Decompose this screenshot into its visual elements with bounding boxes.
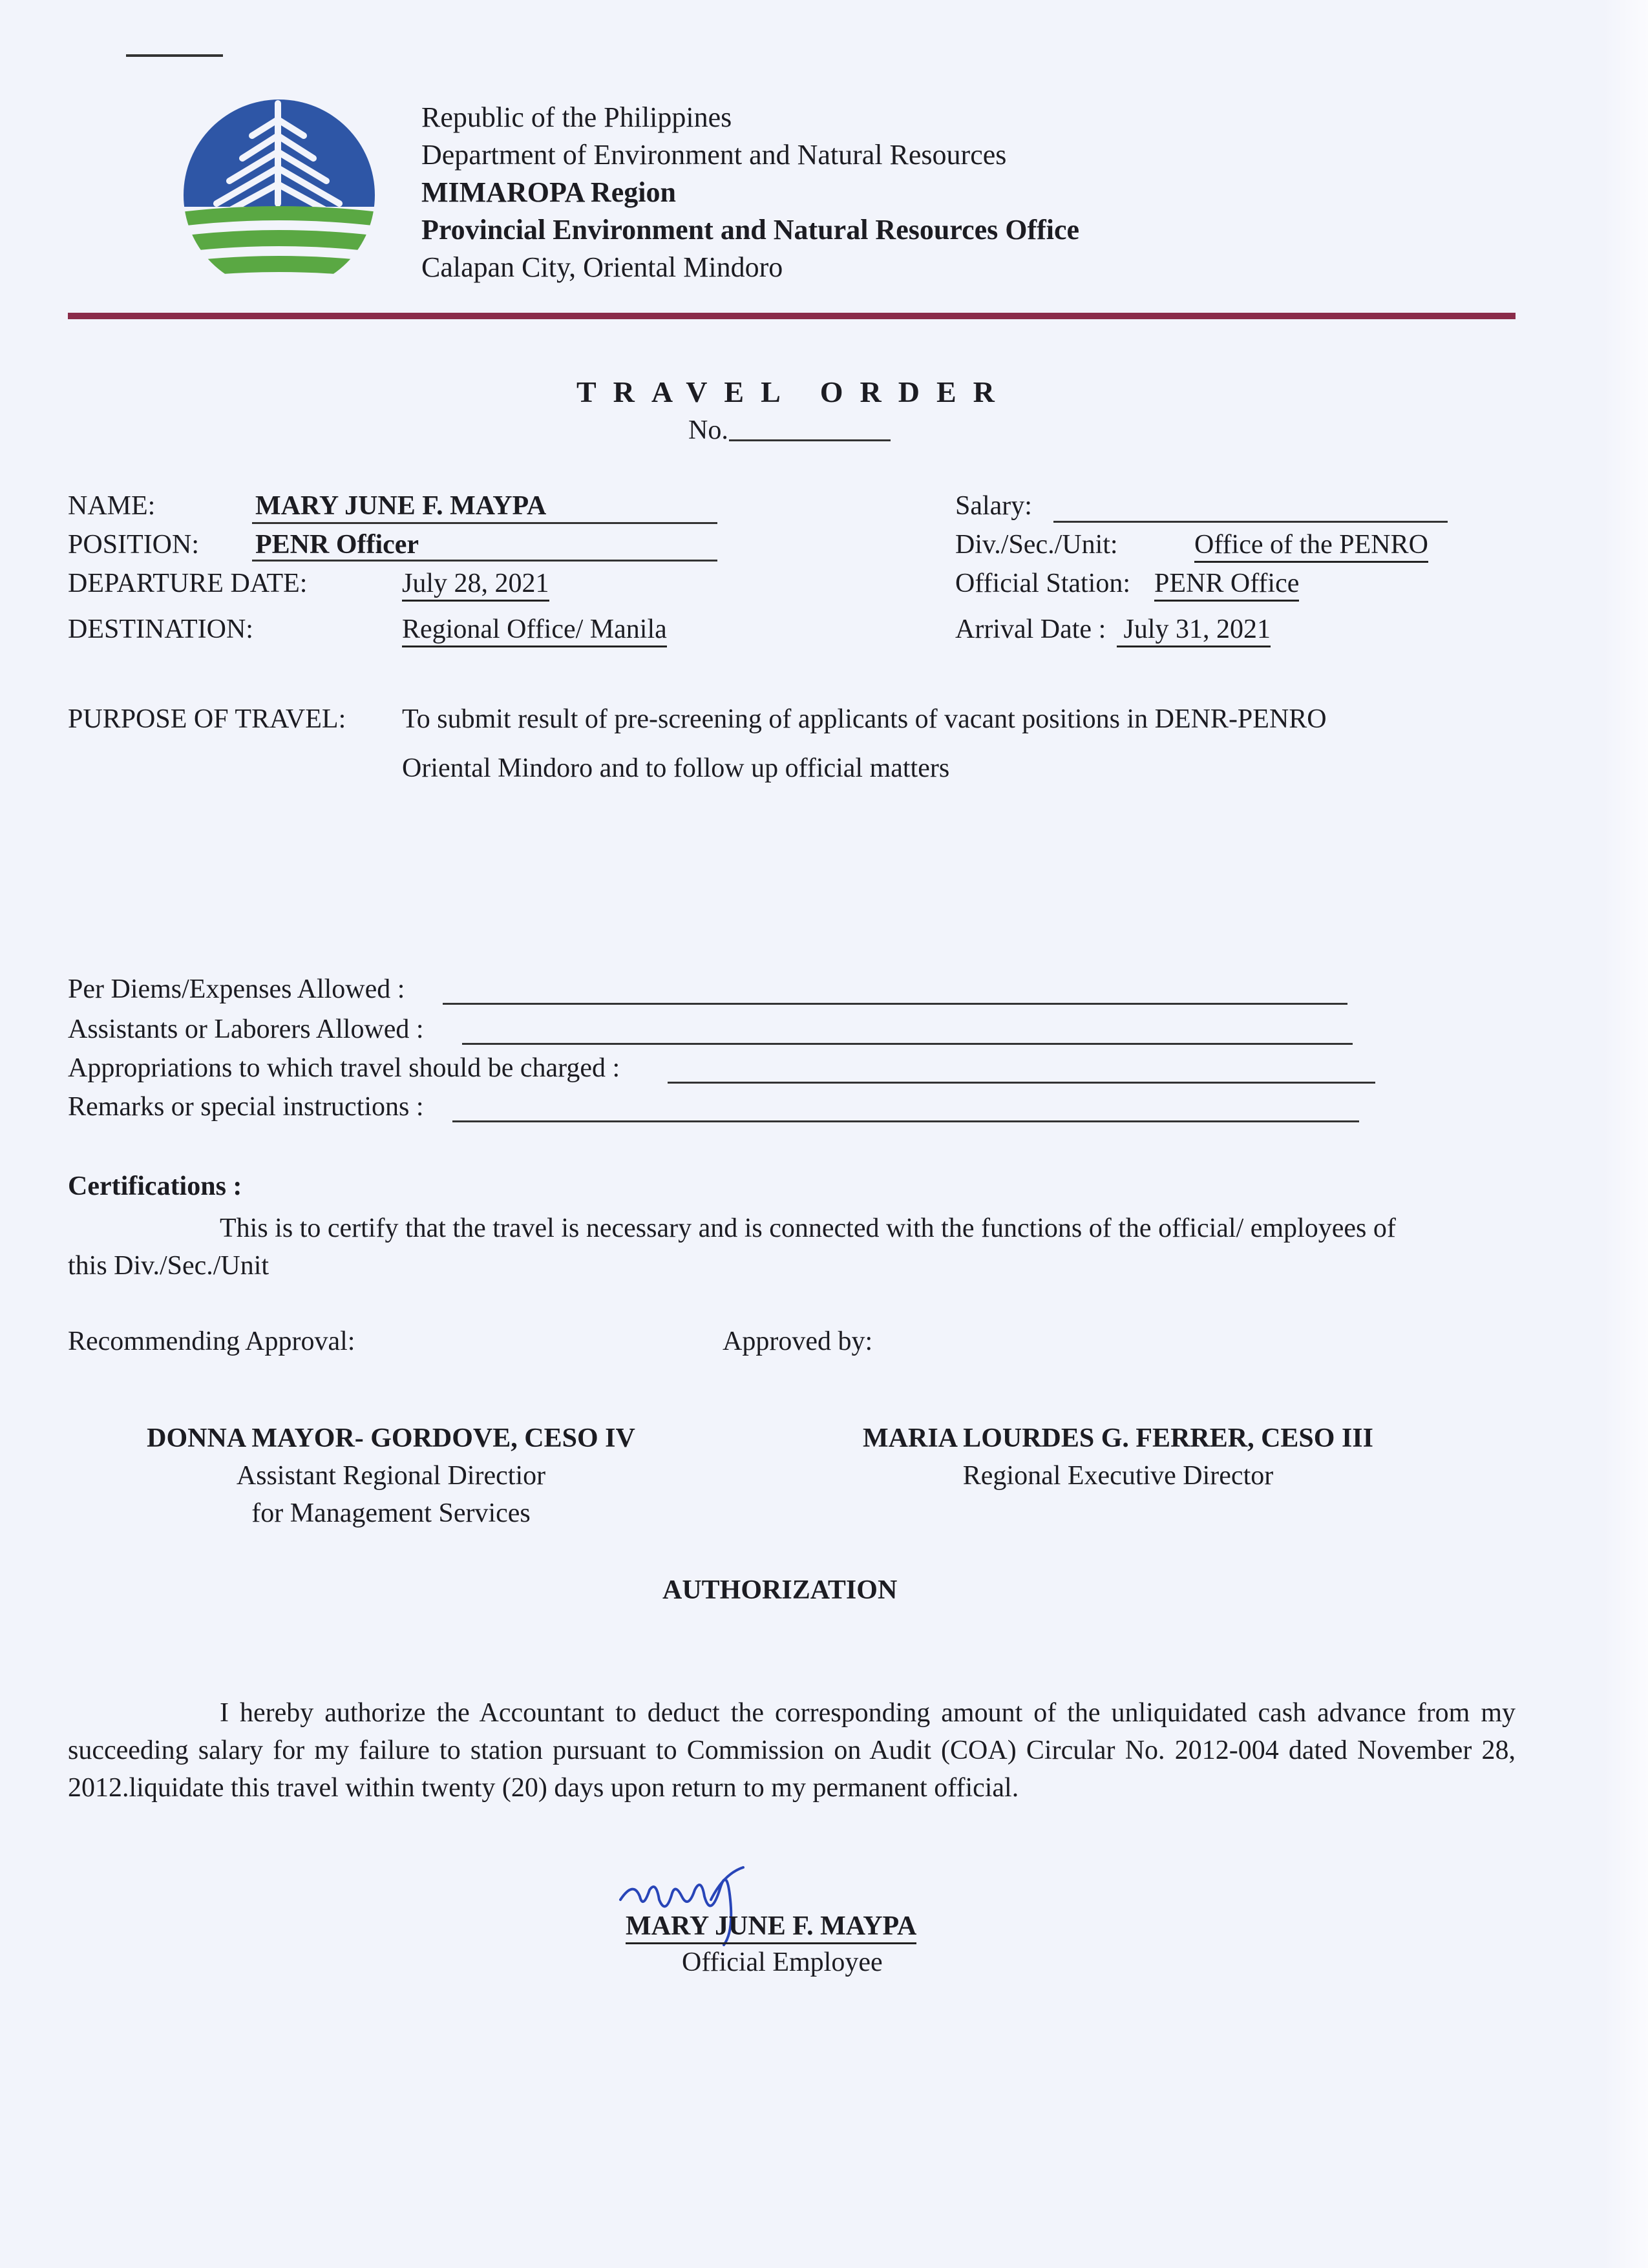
denr-logo-icon (181, 97, 378, 294)
appropriations-label: Appropriations to which travel should be charged : (68, 1053, 620, 1083)
approver-title: Regional Executive Director (962, 1461, 1274, 1491)
document-title: TRAVEL ORDER (576, 375, 1011, 408)
position-value: PENR Officer (255, 530, 419, 560)
header-republic: Republic of the Philippines (421, 101, 732, 133)
division-value: Office of the PENRO (1194, 531, 1428, 563)
assistants-label: Assistants or Laborers Allowed : (68, 1014, 424, 1044)
recommender-title2: for Management Services (251, 1498, 531, 1528)
purpose-line2: Oriental Mindoro and to follow up official matters (402, 753, 950, 783)
salary-underline (1053, 521, 1448, 523)
station-value: PENR Office (1154, 570, 1299, 602)
name-value: MARY JUNE F. MAYPA (255, 491, 547, 521)
scan-edge (1603, 0, 1648, 2268)
position-label: POSITION: (68, 530, 200, 560)
approver-name: MARIA LOURDES G. FERRER, CESO III (863, 1423, 1373, 1453)
scan-mark (126, 54, 223, 57)
employee-name: MARY JUNE F. MAYPA (626, 1913, 916, 1944)
purpose-label: PURPOSE OF TRAVEL: (68, 704, 346, 734)
header-office: Provincial Environment and Natural Resources Office (421, 214, 1080, 246)
arrival-date-label: Arrival Date : (955, 614, 1106, 644)
salary-label: Salary: (955, 491, 1032, 521)
header-rule (68, 313, 1516, 319)
recommending-approval-label: Recommending Approval: (68, 1327, 355, 1356)
remarks-blank (452, 1120, 1359, 1122)
authorization-text: I hereby authorize the Accountant to deduct the corresponding amount of the unliquidated cash advance from my succeeding salary for my failure to station pursuant to Commission on Audit (COA) Circular No. 2012-004 dated November 28, 2012.liquidate this travel within twenty (20) days upon return to my permanent official. (68, 1698, 1516, 1803)
recommender-title1: Assistant Regional Directior (236, 1461, 546, 1491)
station-label: Official Station: (955, 569, 1131, 598)
division-label: Div./Sec./Unit: (955, 530, 1118, 560)
appropriations-blank (668, 1082, 1375, 1084)
certification-line2: this Div./Sec./Unit (68, 1251, 269, 1281)
approved-by-label: Approved by: (723, 1327, 873, 1356)
destination-value: Regional Office/ Manila (402, 616, 667, 647)
certification-line1: This is to certify that the travel is necessary and is connected with the functions of the official/ employees of (220, 1213, 1396, 1243)
departure-date-label: DEPARTURE DATE: (68, 569, 308, 598)
order-number-label: No. (688, 415, 728, 445)
purpose-line1: To submit result of pre-screening of applicants of vacant positions in DENR-PENRO (402, 704, 1327, 734)
position-underline (252, 560, 717, 562)
header-city: Calapan City, Oriental Mindoro (421, 251, 783, 283)
per-diems-label: Per Diems/Expenses Allowed : (68, 974, 405, 1004)
name-underline (252, 522, 717, 524)
arrival-date-value: July 31, 2021 (1117, 616, 1271, 647)
order-number-blank (729, 439, 891, 441)
authorization-heading: AUTHORIZATION (662, 1575, 898, 1605)
destination-label: DESTINATION: (68, 614, 253, 644)
remarks-label: Remarks or special instructions : (68, 1092, 424, 1122)
assistants-blank (462, 1043, 1353, 1045)
header-region: MIMAROPA Region (421, 176, 676, 208)
name-label: NAME: (68, 491, 156, 521)
recommender-name: DONNA MAYOR- GORDOVE, CESO IV (147, 1423, 635, 1453)
header-department: Department of Environment and Natural Resources (421, 139, 1007, 171)
certifications-heading: Certifications : (68, 1171, 242, 1201)
employee-title: Official Employee (682, 1948, 883, 1977)
departure-date-value: July 28, 2021 (402, 570, 549, 602)
per-diems-blank (443, 1003, 1347, 1005)
